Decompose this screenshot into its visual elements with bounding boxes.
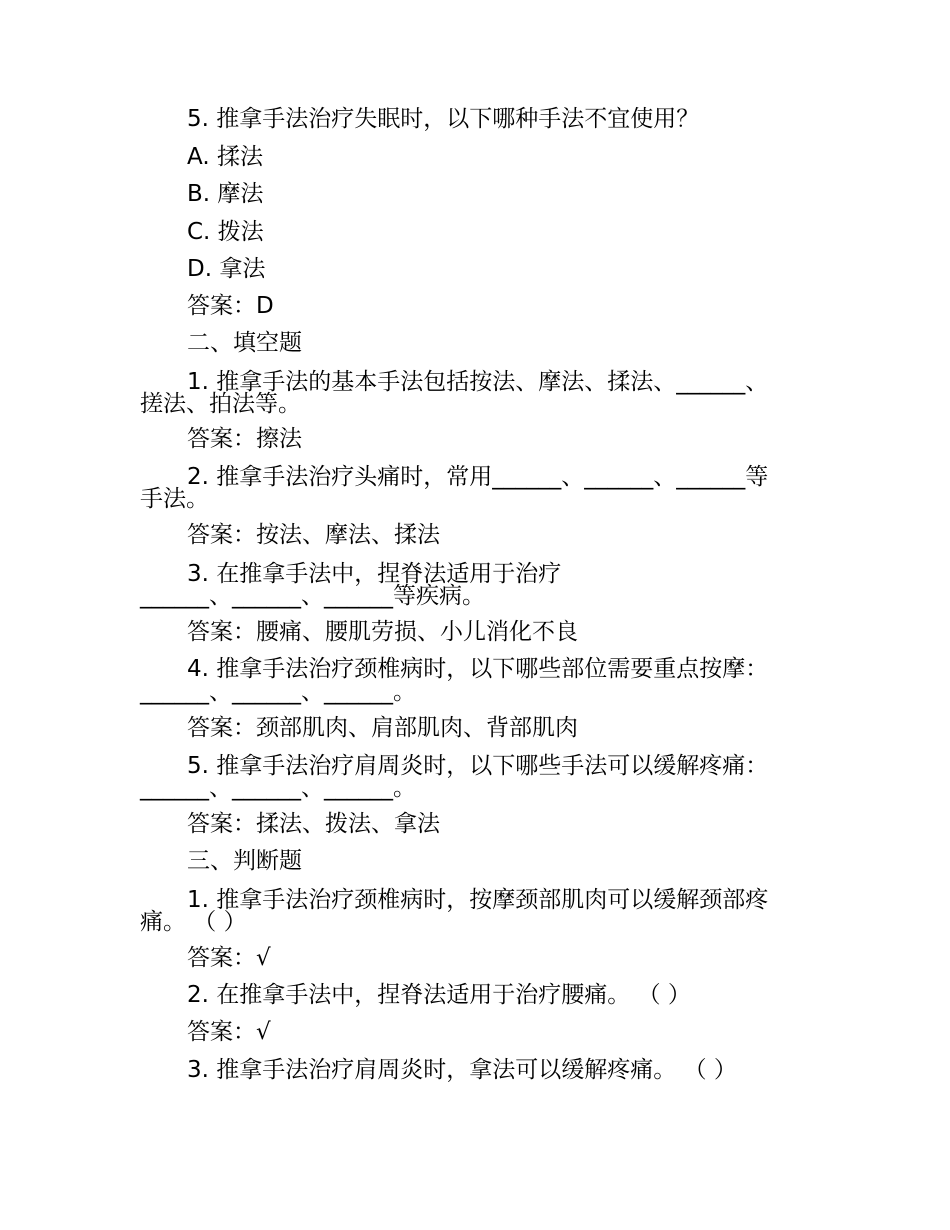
option-a: A. 揉法 <box>187 144 263 170</box>
section-heading-judge: 三、判断题 <box>187 848 302 874</box>
option-c: C. 拨法 <box>187 219 264 245</box>
option-d: D. 拿法 <box>187 256 266 282</box>
fill-q3-answer: 答案：腰痛、腰肌劳损、小儿消化不良 <box>187 619 578 645</box>
judge-q2-line1: 2. 在推拿手法中，捏脊法适用于治疗腰痛。 （ ） <box>187 982 691 1008</box>
fill-q2-line1: 2. 推拿手法治疗头痛时，常用______、______、______等 <box>187 464 769 490</box>
judge-q2-answer: 答案：√ <box>187 1019 271 1045</box>
fill-q3-line1: 3. 在推拿手法中，捏脊法适用于治疗 <box>187 561 562 587</box>
section-heading-fill: 二、填空题 <box>187 330 302 356</box>
fill-q5-line2: ______、______、______。 <box>140 775 416 801</box>
question-5-text: 5. 推拿手法治疗失眠时，以下哪种手法不宜使用？ <box>187 106 700 132</box>
option-b: B. 摩法 <box>187 181 264 207</box>
judge-q1-answer: 答案：√ <box>187 945 271 971</box>
answer-q5: 答案：D <box>187 293 274 319</box>
fill-q5-answer: 答案：揉法、拨法、拿法 <box>187 811 440 837</box>
fill-q4-line1: 4. 推拿手法治疗颈椎病时，以下哪些部位需要重点按摩： <box>187 656 769 682</box>
fill-q2-answer: 答案：按法、摩法、揉法 <box>187 522 440 548</box>
fill-q2-line2: 手法。 <box>140 486 209 512</box>
judge-q1-line1: 1. 推拿手法治疗颈椎病时，按摩颈部肌肉可以缓解颈部疼 <box>187 887 769 913</box>
fill-q5-line1: 5. 推拿手法治疗肩周炎时，以下哪些手法可以缓解疼痛： <box>187 753 769 779</box>
fill-q1-line2: 搓法、拍法等。 <box>140 391 301 417</box>
fill-q4-answer: 答案：颈部肌肉、肩部肌肉、背部肌肉 <box>187 715 578 741</box>
fill-q1-answer: 答案：擦法 <box>187 426 302 452</box>
judge-q1-line2: 痛。 （ ） <box>140 909 247 935</box>
fill-q4-line2: ______、______、______。 <box>140 679 416 705</box>
fill-q3-line2: ______、______、______等疾病。 <box>140 583 485 609</box>
judge-q3-line1: 3. 推拿手法治疗肩周炎时，拿法可以缓解疼痛。 （ ） <box>187 1057 737 1083</box>
fill-q1-line1: 1. 推拿手法的基本手法包括按法、摩法、揉法、______、 <box>187 369 769 395</box>
